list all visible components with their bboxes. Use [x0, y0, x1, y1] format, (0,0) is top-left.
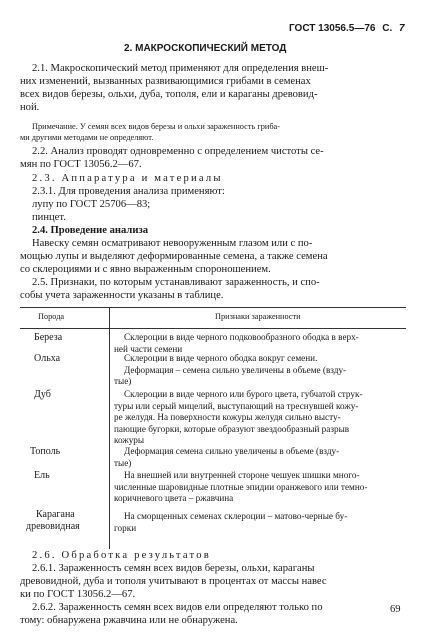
line: Склероции в виде черного или бурого цвета, губчатой струк- — [124, 389, 363, 399]
line: ки по ГОСТ 13056.2—67. — [20, 589, 136, 600]
line: Деформация семена сильно увеличены в объеме (взду- — [124, 446, 340, 456]
line: древовидная — [26, 521, 80, 532]
table-header-species: Порода — [38, 312, 65, 321]
paragraph-2-5 — [20, 276, 320, 302]
line: На внешней или внутренней стороне чешуек шишки много- — [124, 470, 360, 480]
table-top-rule — [20, 307, 406, 308]
line: Карагана — [36, 509, 75, 520]
table-row-signs — [114, 446, 339, 469]
line: со склероциями и с явно выраженным спороношением. — [20, 264, 271, 275]
table-row-species: Береза — [34, 332, 63, 343]
standard-number: ГОСТ 13056.5—76 С. 7 — [289, 23, 405, 34]
line: горки — [114, 522, 137, 533]
page-sign: 7 — [399, 23, 405, 34]
table-row-species: Ель — [34, 470, 50, 481]
paragraph-2-6-1 — [20, 562, 327, 601]
line: Примечание. У семян всех видов березы и ольхи зараженность гриба- — [32, 122, 280, 131]
paragraph-2-4 — [20, 237, 328, 276]
table-row-signs — [114, 389, 363, 447]
line: 2.6.2. Зараженность семян всех видов ели определяют только по — [32, 602, 323, 613]
line: Деформация – семена сильно увеличены в объеме (взду- — [124, 364, 347, 375]
heading-2-6: 2.6. Обработка результатов — [32, 550, 211, 561]
paragraph-2-6-2 — [20, 601, 323, 627]
table-column-divider — [109, 307, 110, 549]
table-header-rule — [20, 328, 406, 329]
line: 2.1. Макроскопический метод применяют для определения внеш- — [32, 63, 329, 74]
paragraph-2-2 — [20, 145, 324, 171]
page-number: 69 — [390, 604, 401, 615]
table-row-species: Тополь — [30, 446, 61, 457]
line: всех видов березы, ольхи, дуба, тополя, ели и караганы древовид- — [20, 89, 318, 100]
table-row-signs — [114, 332, 359, 355]
line: тые) — [114, 376, 132, 386]
heading-2-3: 2.3. Аппаратура и материалы — [32, 173, 223, 184]
line: ми другими методами не определяют. — [20, 132, 154, 142]
line: Навеску семян осматривают невооруженным глазом или с по- — [32, 238, 313, 249]
line: Склероции в виде черного ободка вокруг семени. — [124, 353, 318, 363]
line: коричневого цвета – ржавчина — [114, 493, 234, 503]
line: ней части семени — [114, 343, 183, 354]
line: ре желудя. На поверхности кожуры желудя сильно высту- — [114, 412, 341, 422]
heading-2-4: 2.4. Проведение анализа — [32, 225, 148, 236]
note — [20, 122, 280, 143]
line: туры или серый мицелий, выступающий на треснувшей кожу- — [114, 400, 359, 411]
line: тому: обнаружена ржавчина или не обнаружена. — [20, 615, 238, 626]
table-row-species: Дуб — [34, 389, 51, 400]
line: ной. — [20, 102, 40, 113]
section-title: 2. МАКРОСКОПИЧЕСКИЙ МЕТОД — [124, 43, 287, 54]
line: мян по ГОСТ 13056.2—67. — [20, 159, 142, 170]
line: них изменений, вызванных развивающимися грибами в семенах — [20, 76, 311, 87]
line: мощью лупы и выделяют деформированные семена, а также семена — [20, 251, 328, 262]
line: 2.6.1. Зараженность семян всех видов березы, ольхи, караганы — [32, 563, 315, 574]
line: 2.2. Анализ проводят одновременно с определением чистоты се- — [32, 146, 324, 157]
table-header-signs: Признаки зараженности — [215, 312, 301, 321]
table-row-signs — [114, 470, 367, 505]
line: пающие бугорки, которые образуют звездообразный разрыв — [114, 423, 350, 434]
line: 2.5. Признаки, по которым устанавливают зараженность, и спо- — [32, 277, 320, 288]
page-label: С. — [382, 23, 393, 34]
item-loupe: лупу по ГОСТ 25706—83; — [32, 199, 151, 210]
table-row-species: Ольха — [34, 353, 61, 364]
line: собы учета зараженности указаны в таблице. — [20, 290, 224, 301]
table-row-species — [26, 509, 80, 533]
line: На сморщенных семенах склероции – матово-черные бу- — [124, 511, 348, 521]
item-tweezers: пинцет. — [32, 212, 66, 223]
line: древовидной, дуба и тополя учитывают в процентах от массы навес — [20, 576, 327, 587]
line: численные шаровидные плотные эпидии оранжевого или темно- — [114, 481, 368, 492]
line: кожуры — [114, 435, 145, 445]
paragraph-2-3-1: 2.3.1. Для проведения анализа применяют: — [32, 186, 225, 197]
line: тые) — [114, 457, 132, 468]
table-row-signs — [114, 353, 346, 388]
line: Склероции в виде черного подковообразного ободка в верх- — [124, 332, 359, 342]
table-row-signs — [114, 511, 347, 534]
paragraph-2-1 — [20, 62, 328, 114]
